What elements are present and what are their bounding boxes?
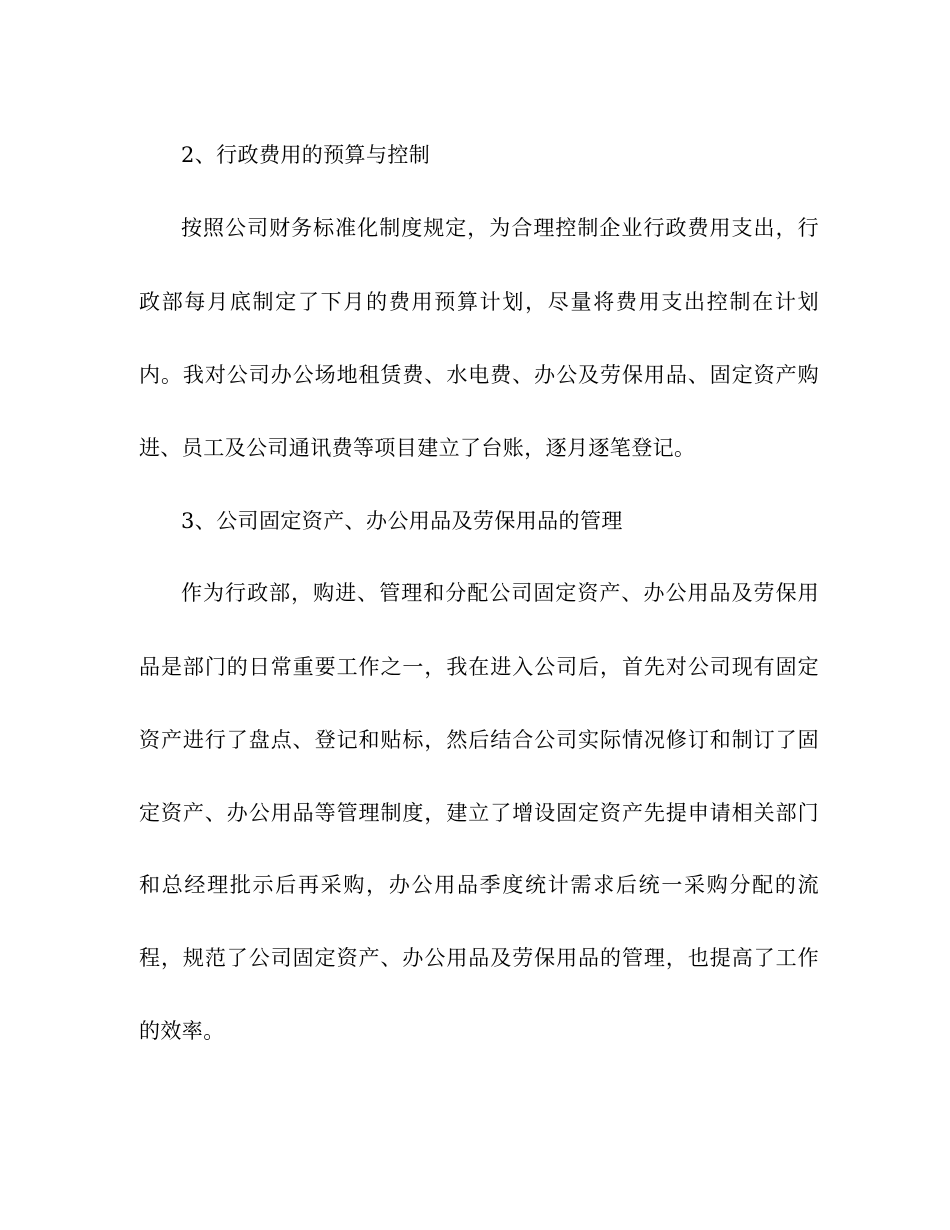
paragraph-line: 进、员工及公司通讯费等项目建立了台账，逐月逐笔登记。 bbox=[139, 436, 696, 460]
paragraph-line: 程，规范了公司固定资产、办公用品及劳保用品的管理，也提高了工作 bbox=[139, 946, 819, 970]
paragraph-line: 按照公司财务标准化制度规定，为合理控制企业行政费用支出，行 bbox=[181, 216, 819, 240]
paragraph-line: 的效率。 bbox=[139, 1019, 225, 1043]
paragraph-line: 定资产、办公用品等管理制度，建立了增设固定资产先提申请相关部门 bbox=[139, 801, 819, 825]
section-heading-3: 3、公司固定资产、办公用品及劳保用品的管理 bbox=[181, 509, 623, 533]
paragraph-line: 政部每月底制定了下月的费用预算计划，尽量将费用支出控制在计划 bbox=[139, 290, 819, 314]
paragraph-line: 和总经理批示后再采购，办公用品季度统计需求后统一采购分配的流 bbox=[139, 873, 819, 897]
paragraph-line: 资产进行了盘点、登记和贴标，然后结合公司实际情况修订和制订了固 bbox=[139, 728, 819, 752]
section-heading-2: 2、行政费用的预算与控制 bbox=[181, 143, 431, 167]
paragraph-line: 作为行政部，购进、管理和分配公司固定资产、办公用品及劳保用 bbox=[181, 581, 819, 605]
paragraph-line: 内。我对公司办公场地租赁费、水电费、办公及劳保用品、固定资产购 bbox=[139, 363, 819, 387]
paragraph-line: 品是部门的日常重要工作之一，我在进入公司后，首先对公司现有固定 bbox=[139, 655, 819, 679]
